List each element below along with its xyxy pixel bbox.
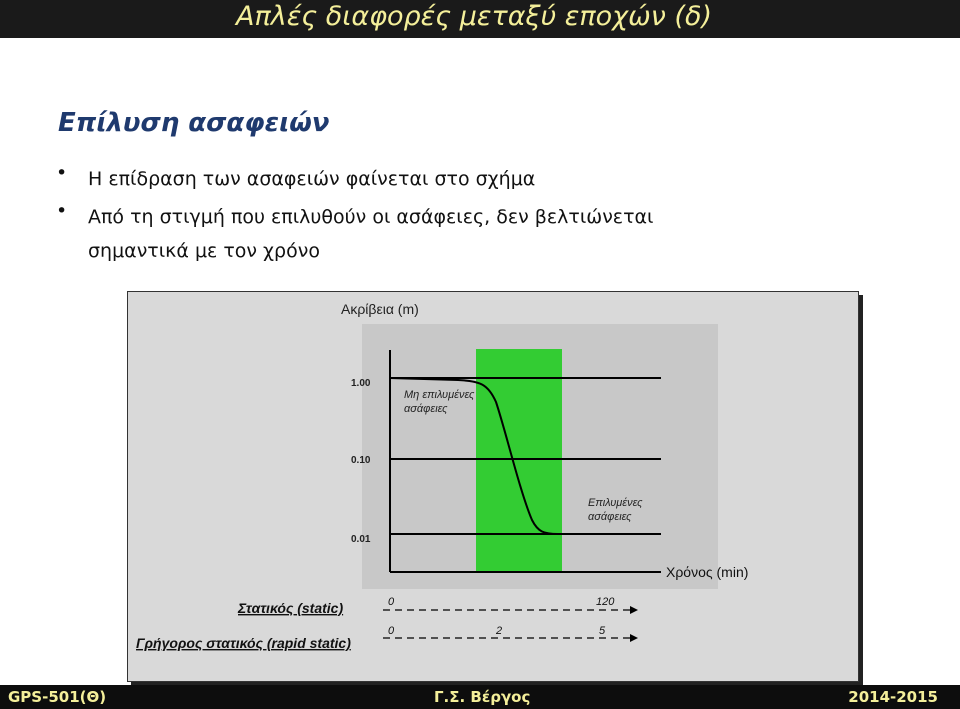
section-title: Επίλυση ασαφειών [58, 108, 330, 138]
footer-author: Γ.Σ. Βέργος [434, 688, 531, 706]
unresolved-label: Μη επιλυμένες [404, 389, 475, 401]
y-axis-title: Ακρίβεια (m) [341, 301, 419, 317]
resolved-label: Επιλυμένες [588, 497, 643, 509]
bullet-icon: • [56, 162, 68, 184]
x-axis-title: Χρόνος (min) [666, 564, 749, 580]
slide-title: Απλές διαφορές μεταξύ εποχών (δ) [236, 1, 712, 32]
static-tick-label: 120 [596, 596, 615, 608]
rapid-tick-label: 5 [599, 625, 606, 637]
rapid-tick-label: 2 [496, 625, 503, 637]
slide-title-bar [0, 0, 960, 38]
rapid-tick-label: 0 [388, 625, 395, 637]
static-arrowhead-icon [630, 606, 638, 614]
y-tick-label: 0.10 [351, 455, 371, 466]
accuracy-figure [127, 291, 859, 682]
static-tick-label: 0 [388, 596, 395, 608]
resolved-label: ασάφειες [588, 511, 632, 523]
static-label: Στατικός (static) [238, 600, 344, 616]
bullet-icon: • [56, 200, 68, 222]
y-tick-label: 1.00 [351, 378, 371, 389]
ambiguity-resolution-band [476, 349, 562, 572]
rapid-arrowhead-icon [630, 634, 638, 642]
bullet-text: σημαντικά με τον χρόνο [88, 240, 320, 262]
rapid-static-label: Γρήγορος στατικός (rapid static) [136, 635, 351, 651]
y-tick-label: 0.01 [351, 534, 371, 545]
footer-year: 2014-2015 [848, 688, 938, 706]
footer-course: GPS-501(Θ) [8, 688, 107, 706]
bullet-text: Η επίδραση των ασαφειών φαίνεται στο σχήμα [88, 168, 536, 190]
bullet-text: Από τη στιγμή που επιλυθούν οι ασάφειες, δεν βελτιώνεται [88, 206, 654, 228]
unresolved-label: ασάφειες [404, 403, 448, 415]
slide-footer [0, 685, 960, 709]
figure-svg [128, 292, 858, 681]
